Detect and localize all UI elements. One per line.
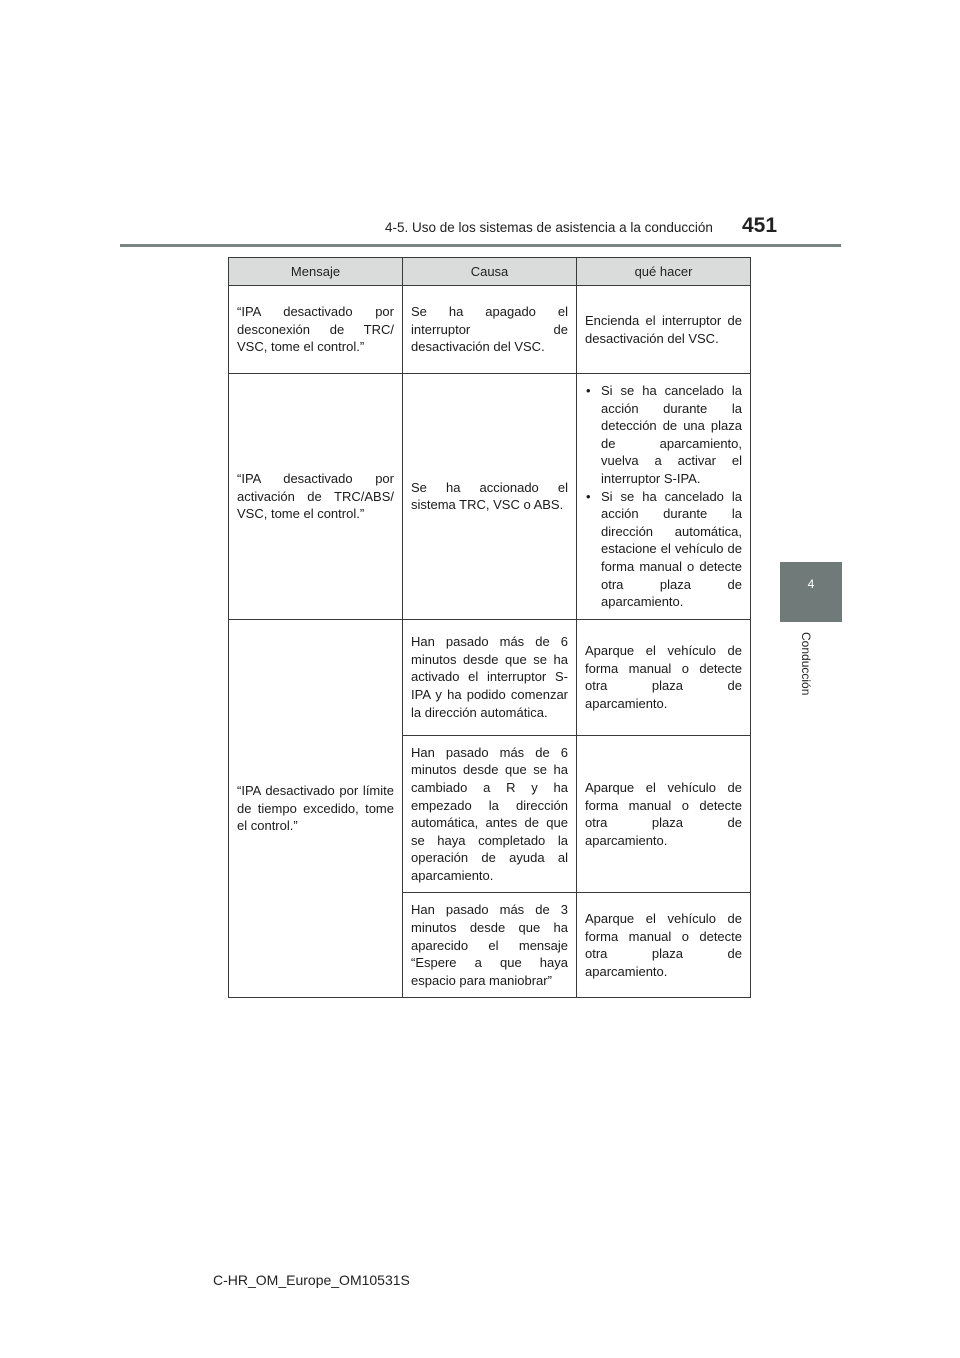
action-cell: Aparque el vehículo de forma manual o detecte otra plaza de aparcamiento. (577, 735, 751, 893)
document-code: C-HR_OM_Europe_OM10531S (213, 1272, 410, 1288)
action-cell: Aparque el vehículo de forma manual o detecte otra plaza de aparcamiento. (577, 619, 751, 735)
action-list (585, 382, 742, 611)
message-cell: “IPA desactivado por activación de TRC/ABS/ VSC, tome el control.” (229, 374, 403, 620)
section-title: 4-5. Uso de los sistemas de asistencia a la conducción (385, 220, 713, 235)
cause-cell: Se ha accionado el sistema TRC, VSC o ABS. (403, 374, 577, 620)
table-row (229, 286, 751, 374)
action-cell: Aparque el vehículo de forma manual o detecte otra plaza de aparcamiento. (577, 893, 751, 998)
chapter-tab (780, 562, 842, 622)
table-row (229, 619, 751, 735)
cause-cell: Han pasado más de 3 minutos desde que ha aparecido el mensaje “Espere a que haya espacio para maniobrar” (403, 893, 577, 998)
action-cell: Encienda el interruptor de desactivación del VSC. (577, 286, 751, 374)
chapter-label (773, 632, 833, 712)
column-header-cause: Causa (403, 258, 577, 286)
column-header-message: Mensaje (229, 258, 403, 286)
cause-cell: Se ha apagado el interruptor de desactivación del VSC. (403, 286, 577, 374)
list-item: • Si se ha cancelado la acción durante la detección de una plaza de aparcamiento, vuelva a activar el interruptor S-IPA. (585, 382, 742, 488)
message-table (228, 257, 751, 998)
message-cell: “IPA desactivado por límite de tiempo excedido, tome el control.” (229, 619, 403, 998)
message-cell: “IPA desactivado por desconexión de TRC/ VSC, tome el control.” (229, 286, 403, 374)
chapter-label-text: Conducción (799, 632, 813, 696)
header-divider (120, 244, 841, 247)
list-item: • Si se ha cancelado la acción durante la dirección automática, estacione el vehículo de forma manual o detecte otra plaza de aparcamiento. (585, 488, 742, 611)
chapter-number: 4 (807, 577, 815, 591)
table-row (229, 374, 751, 620)
cause-cell: Han pasado más de 6 minutos desde que se ha cambiado a R y ha empezado la dirección automática, antes de que se haya completado la operación de ayuda al aparcamiento. (403, 735, 577, 893)
cause-cell: Han pasado más de 6 minutos desde que se ha activado el interruptor S-IPA y ha podido comenzar la dirección automática. (403, 619, 577, 735)
page-number: 451 (742, 214, 778, 237)
table-header-row (229, 258, 751, 286)
column-header-action: qué hacer (577, 258, 751, 286)
action-cell (577, 374, 751, 620)
